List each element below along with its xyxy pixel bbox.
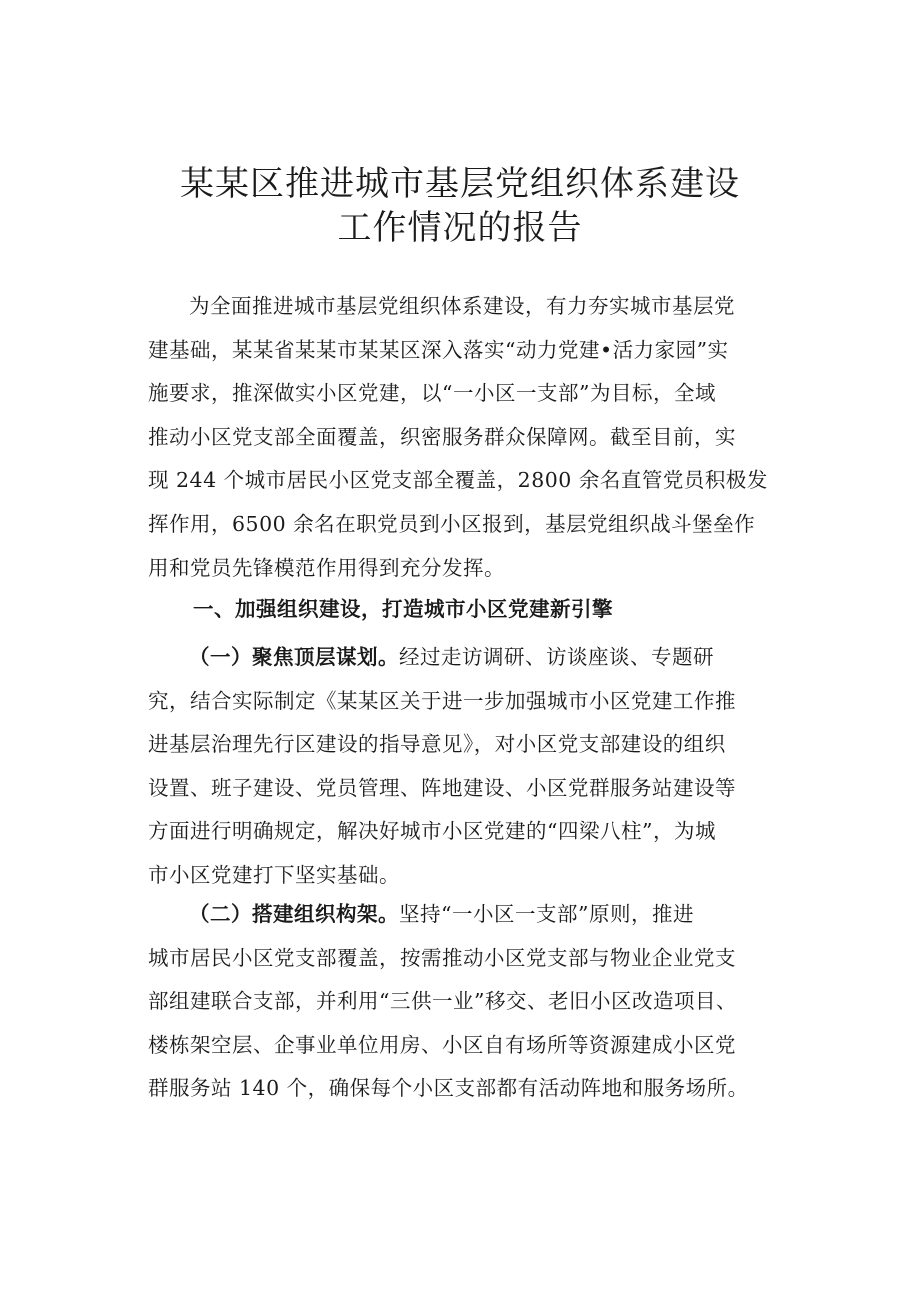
document-title-line1: 某某区推进城市基层党组织体系建设: [180, 164, 740, 204]
item1-line: 方面进行明确规定，解决好城市小区党建的“四梁八柱”，为城: [148, 819, 716, 844]
intro-paragraph: [148, 285, 808, 590]
item1-label: （一）聚焦顶层谋划。: [189, 645, 399, 669]
item2-line: 城市居民小区党支部覆盖，按需推动小区党支部与物业企业党支: [148, 945, 736, 970]
item2-label: （二）搭建组织构架。: [189, 902, 399, 926]
intro-line: 建基础，某某省某某市某某区深入落实“动力党建•活力家园”实: [148, 337, 729, 362]
intro-line: 用和党员先锋模范作用得到充分发挥。: [148, 555, 505, 580]
intro-line: 为全面推进城市基层党组织体系建设，有力夯实城市基层党: [189, 294, 735, 318]
intro-line: 推动小区党支部全面覆盖，织密服务群众保障网。截至目前，实: [148, 424, 736, 449]
item1-line: 市小区党建打下坚实基础。: [148, 862, 400, 887]
item1-line: 进基层治理先行区建设的指导意见》，对小区党支部建设的组织: [148, 732, 726, 757]
document-title-line2: 工作情况的报告: [337, 208, 583, 248]
item1-first-line: [148, 636, 808, 680]
item2-line: 群服务站 140 个，确保每个小区支部都有活动阵地和服务场所。: [148, 1076, 749, 1101]
item1-line: 究，结合实际制定《某某区关于进一步加强城市小区党建工作推: [148, 688, 736, 713]
section1-heading: 一、加强组织建设，打造城市小区党建新引擎: [193, 597, 613, 621]
item2-first-line-text: 坚持“一小区一支部”原则，推进: [399, 902, 694, 926]
item1-first-line-text: 经过走访调研、访谈座谈、专题研: [399, 645, 714, 669]
item2-line: 楼栋架空层、企事业单位用房、小区自有场所等资源建成小区党: [148, 1032, 736, 1057]
item2-paragraph: [148, 893, 808, 1111]
intro-line: 现 244 个城市居民小区党支部全覆盖，2800 余名直管党员积极发: [148, 468, 768, 493]
item2-first-line: [148, 893, 808, 937]
item1-paragraph: [148, 636, 808, 898]
item2-line: 部组建联合支部，并利用“三供一业”移交、老旧小区改造项目、: [148, 989, 737, 1014]
intro-line: 挥作用，6500 余名在职党员到小区报到，基层党组织战斗堡垒作: [148, 511, 756, 536]
intro-line: 施要求，推深做实小区党建，以“一小区一支部”为目标，全域: [148, 381, 716, 406]
item1-line: 设置、班子建设、党员管理、阵地建设、小区党群服务站建设等: [148, 775, 736, 800]
